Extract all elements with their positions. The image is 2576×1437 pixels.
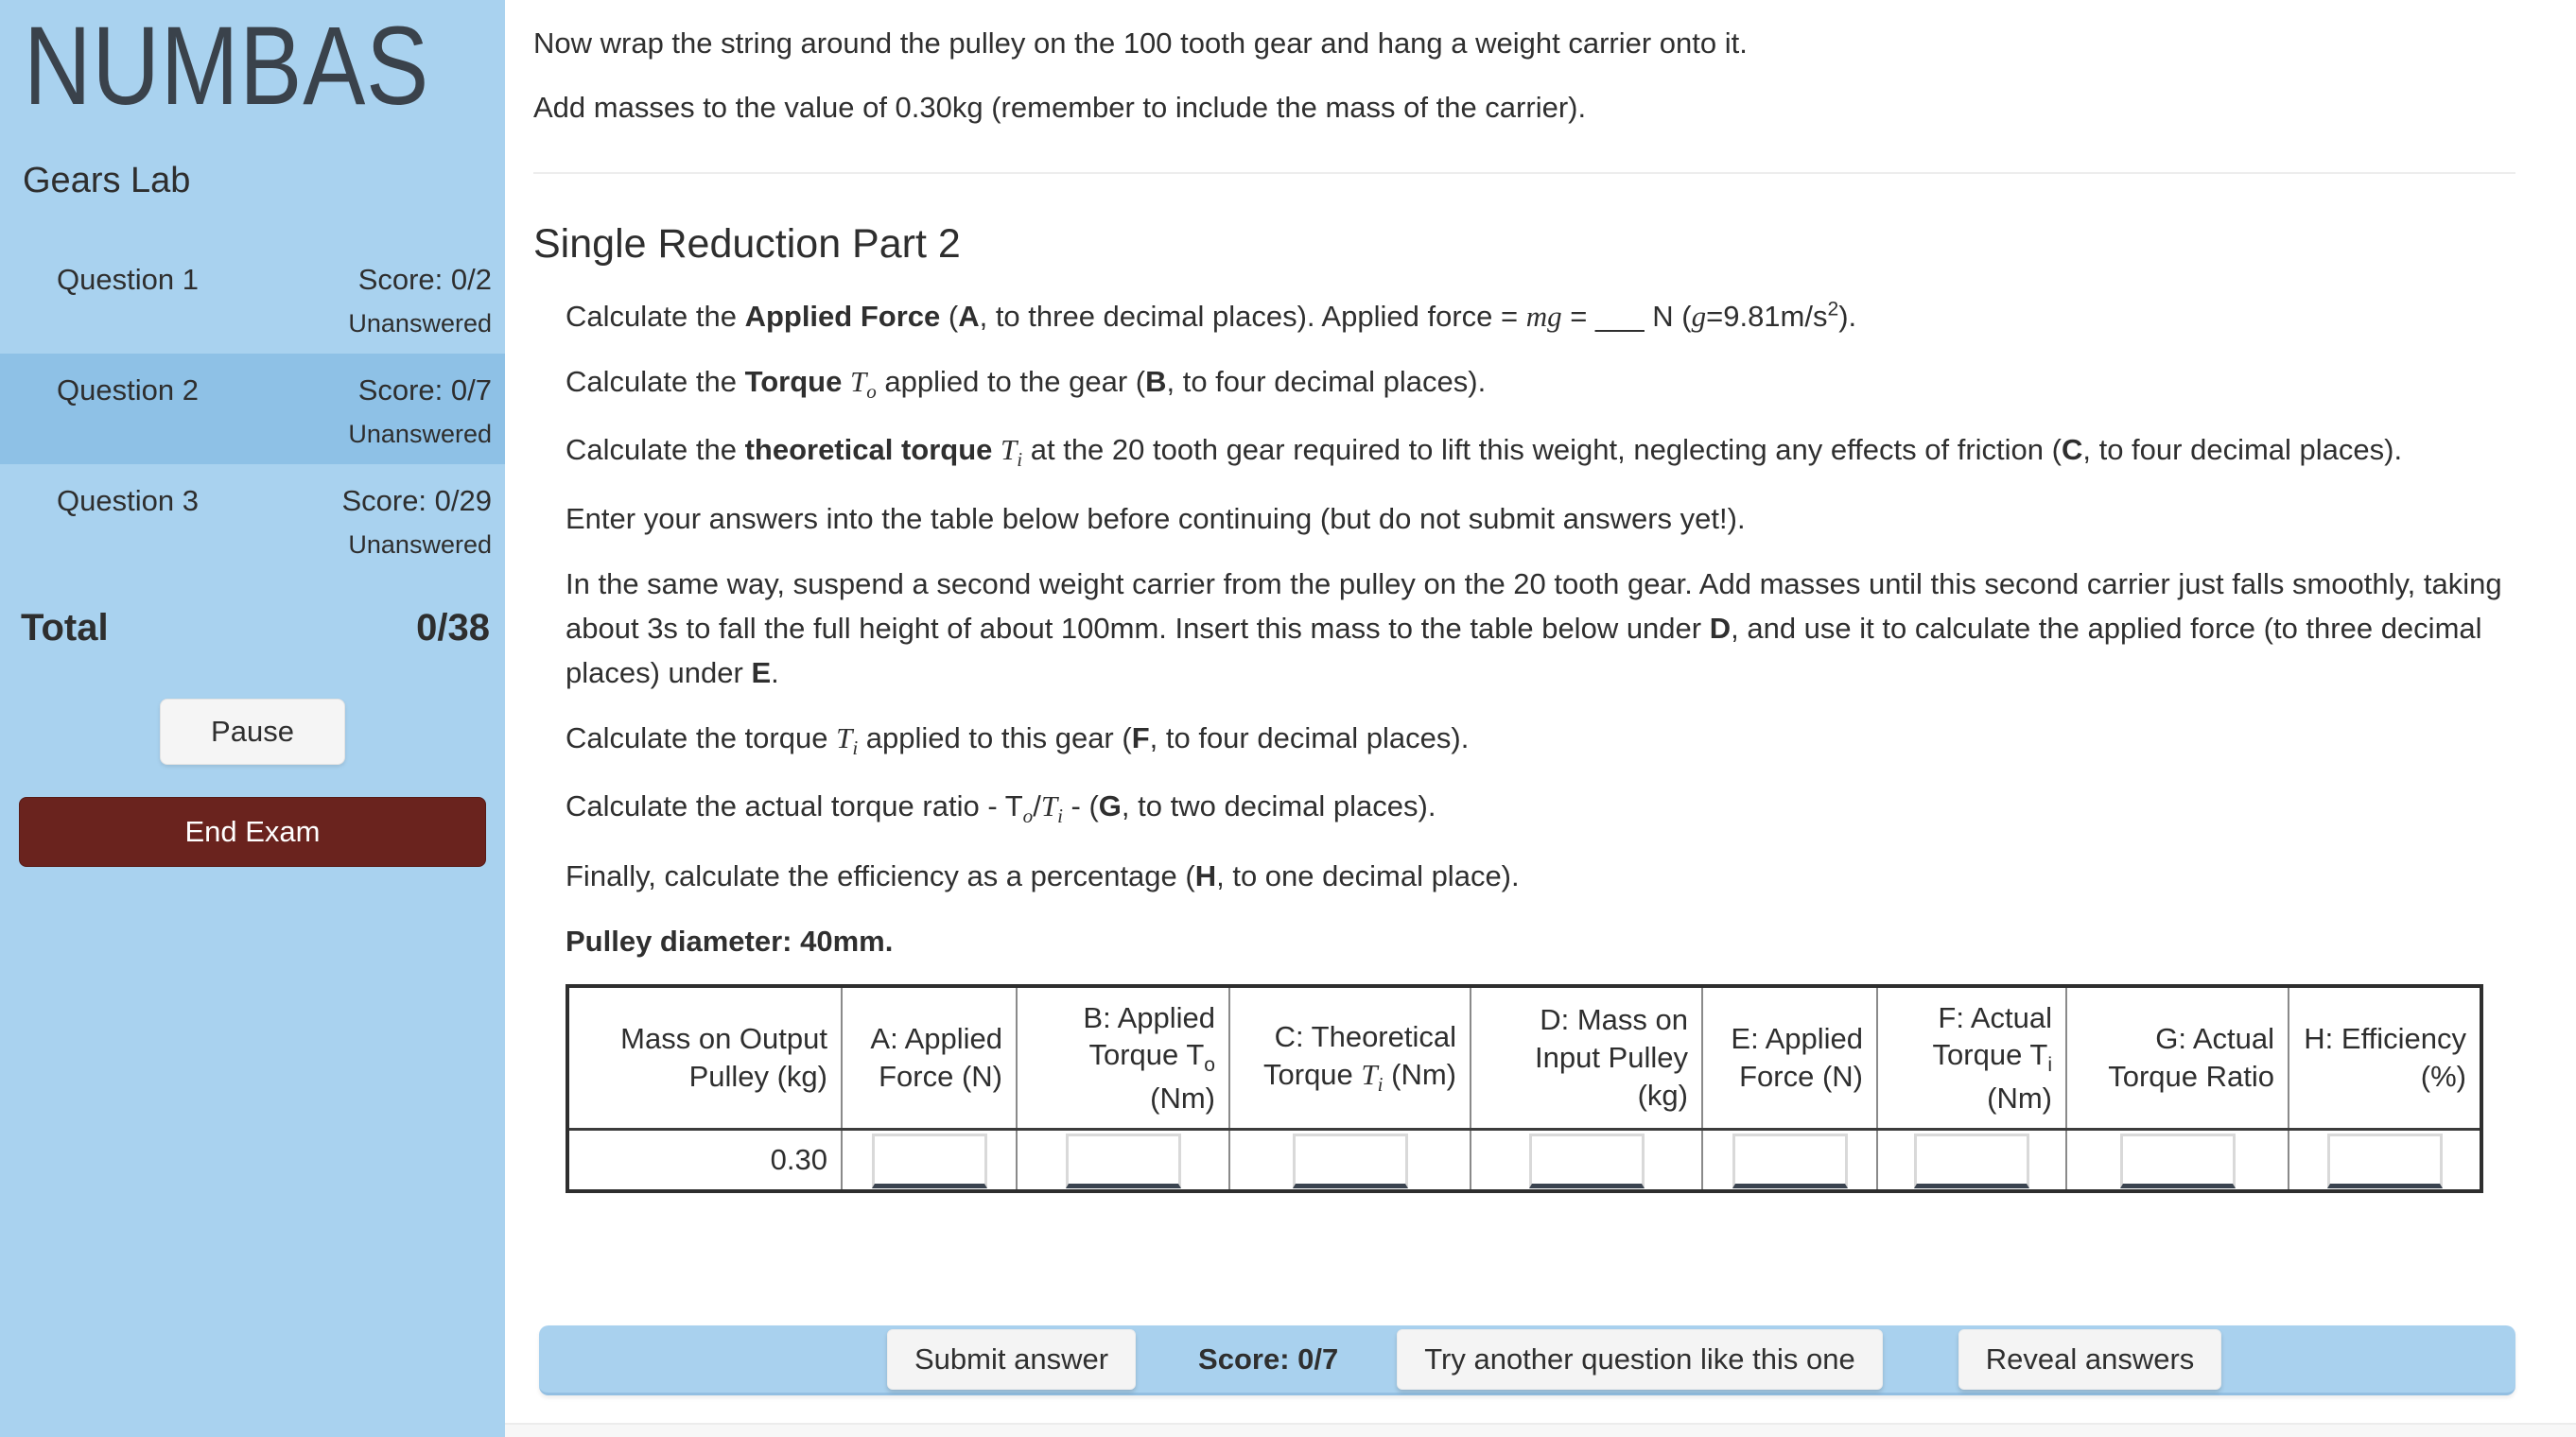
question-score-block: [341, 481, 492, 562]
exam-title: Gears Lab: [23, 160, 191, 200]
col-header-f: F: Actual Torque $T_i$ (Nm): [1877, 986, 2066, 1130]
total-score: 0/38: [416, 606, 490, 649]
mass-output-value: 0.30: [770, 1143, 827, 1177]
table-row: [567, 1130, 2481, 1192]
answer-input-e[interactable]: [1732, 1134, 1848, 1188]
footer-strip: [505, 1423, 2576, 1437]
question-status: Unanswered: [348, 529, 492, 559]
answer-cell-f: [1877, 1130, 2066, 1192]
answer-input-h[interactable]: [2327, 1134, 2443, 1188]
answer-input-d[interactable]: [1529, 1134, 1645, 1188]
statement-paragraph: Enter your answers into the table below before continuing (but do not submit answers yet!).: [566, 501, 1746, 535]
col-header-b: B: Applied Torque $T_o$ (Nm): [1017, 986, 1229, 1130]
sidebar-item-question-1[interactable]: [0, 243, 505, 354]
answer-input-b[interactable]: [1066, 1134, 1181, 1188]
statement-paragraph: Pulley diameter: 40mm.: [566, 924, 894, 958]
question-score-block: [348, 260, 492, 340]
statement-paragraph: In the same way, suspend a second weight carrier from the pulley on the 20 tooth gear. Add masses until this second carrier just falls smoothly, taking about 3s to fall the full height of about 100mm. Insert this mass to the table below under D, and use it to calculate the applied force (to three decimal places) under E.: [566, 566, 2502, 689]
total-label: Total: [21, 606, 109, 649]
question-status: Unanswered: [348, 419, 492, 448]
numbas-logo: NUMBAS: [24, 4, 430, 129]
statement-paragraph: Calculate the torque $T_i$ applied to this gear (F, to four decimal places).: [566, 721, 1470, 760]
intro-paragraph: Add masses to the value of 0.30kg (remember to include the mass of the carrier).: [533, 91, 1587, 125]
submit-bar: [539, 1325, 2515, 1395]
answer-input-g[interactable]: [2120, 1134, 2236, 1188]
sidebar: [0, 0, 505, 1437]
submit-answer-button[interactable]: Submit answer: [887, 1329, 1136, 1390]
col-header-c: C: Theoretical Torque $T_i$ (Nm): [1229, 986, 1471, 1130]
question-area: [505, 0, 2576, 1437]
total-row: [0, 607, 505, 649]
answer-cell-b: [1017, 1130, 1229, 1192]
sidebar-item-question-3[interactable]: [0, 464, 505, 575]
question-score-block: [348, 371, 492, 451]
question-score: Score: 0/2: [357, 262, 492, 296]
question-label: Question 2: [57, 372, 199, 407]
answer-cell-a: [842, 1130, 1017, 1192]
statement-paragraph: Calculate the Torque $T_o$ applied to the gear (B, to four decimal places).: [566, 365, 1487, 404]
sidebar-item-question-2[interactable]: [0, 354, 505, 464]
col-header-a: A: Applied Force (N): [842, 986, 1017, 1130]
answer-cell-g: [2066, 1130, 2289, 1192]
question-statement: [566, 294, 2576, 963]
divider: [533, 172, 2515, 174]
try-another-question-button[interactable]: Try another question like this one: [1397, 1329, 1883, 1390]
end-exam-button[interactable]: End Exam: [19, 797, 486, 867]
question-list: [0, 243, 505, 575]
col-header-h: H: Efficiency (%): [2289, 986, 2481, 1130]
question-status: Unanswered: [348, 308, 492, 338]
intro-paragraph: Now wrap the string around the pulley on the 100 tooth gear and hang a weight carrier onto it.: [533, 26, 1748, 60]
statement-paragraph: Calculate the theoretical torque $T_i$ at the 20 tooth gear required to lift this weight, neglecting any effects of friction (C, to four decimal places).: [566, 433, 2403, 472]
statement-paragraph: Finally, calculate the efficiency as a percentage (H, to one decimal place).: [566, 858, 1520, 892]
statement-paragraph: Calculate the Applied Force (A, to three decimal places). Applied force = mg = ___ N $(g=9.81m/s^2)$.: [566, 298, 1857, 334]
question-score: Score: 0/7: [357, 372, 492, 407]
answer-input-a[interactable]: [872, 1134, 987, 1188]
question-score: Score: 0/29: [341, 483, 492, 517]
statement-paragraph: Calculate the actual torque ratio - $T_o/T_i - (G$, to two decimal places).: [566, 789, 1436, 828]
results-table: [566, 984, 2483, 1194]
answer-cell-e: [1702, 1130, 1877, 1192]
part-score: Score: 0/7: [1198, 1342, 1339, 1376]
table-header-row: [567, 986, 2481, 1130]
answer-cell-h: [2289, 1130, 2481, 1192]
question-label: Question 3: [57, 483, 199, 517]
reveal-answers-button[interactable]: Reveal answers: [1958, 1329, 2222, 1390]
answer-cell-c: [1229, 1130, 1471, 1192]
question-label: Question 1: [57, 262, 199, 296]
col-header-d: D: Mass on Input Pulley (kg): [1471, 986, 1702, 1130]
part-title: Single Reduction Part 2: [533, 221, 961, 268]
pause-button[interactable]: Pause: [160, 699, 345, 765]
answer-input-c[interactable]: [1293, 1134, 1408, 1188]
col-header-e: E: Applied Force (N): [1702, 986, 1877, 1130]
col-header-mass-output: Mass on Output Pulley (kg): [567, 986, 842, 1130]
col-header-g: G: Actual Torque Ratio: [2066, 986, 2289, 1130]
answer-cell-d: [1471, 1130, 1702, 1192]
answer-input-f[interactable]: [1914, 1134, 2029, 1188]
